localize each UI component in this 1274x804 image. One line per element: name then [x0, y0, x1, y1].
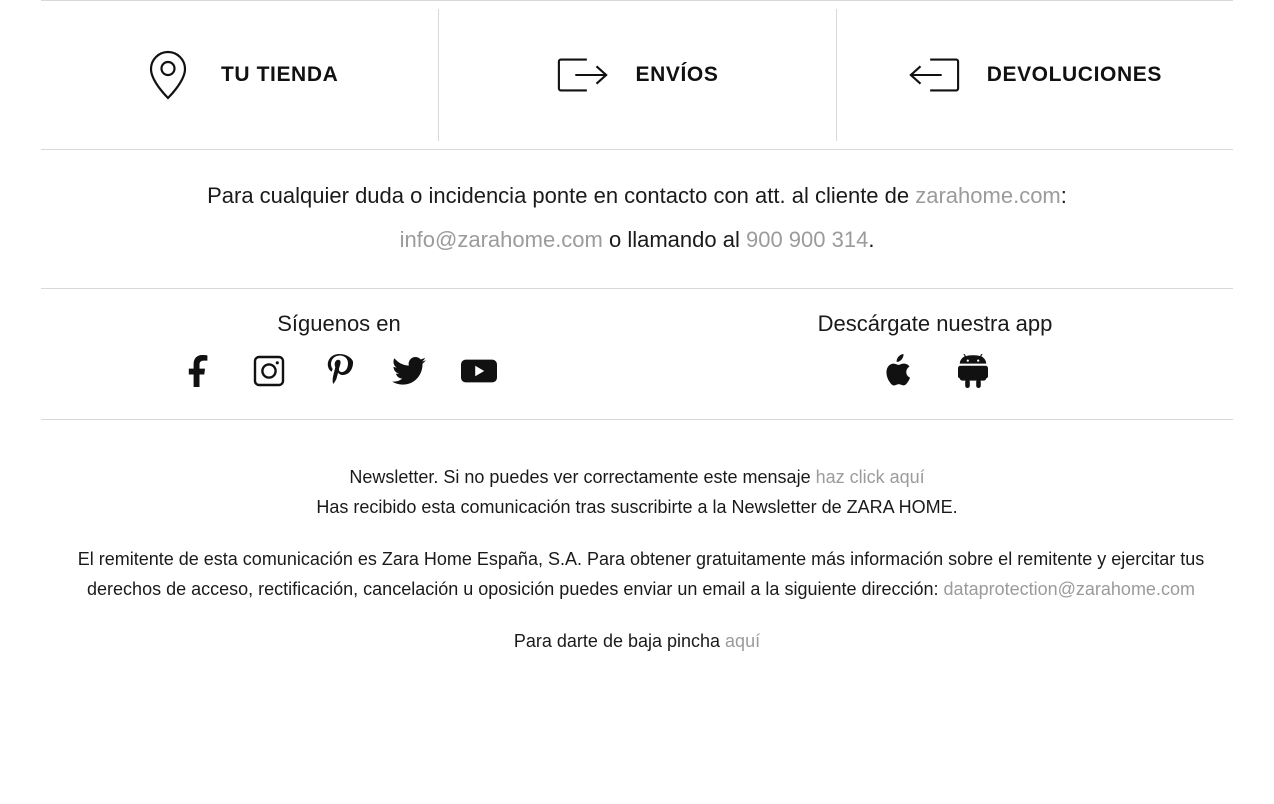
apple-icon[interactable]	[879, 353, 915, 389]
legal-spacer-2	[41, 604, 1233, 626]
youtube-icon[interactable]	[461, 353, 497, 389]
content-container	[41, 0, 1233, 656]
sender-text: El remitente de esta comunicación es Zara Home España, S.A. Para obtener gratuitamente más información sobre el remitente y ejercitar tus derechos de acceso, rectificación, cancelación u oposición puedes enviar un email a la siguiente dirección:	[77, 549, 1205, 599]
contact-line-1	[41, 174, 1233, 218]
newsletter-line	[41, 462, 1233, 492]
service-envios[interactable]	[438, 1, 835, 149]
follow-us-heading: Síguenos en	[277, 311, 401, 336]
facebook-icon[interactable]	[181, 353, 217, 389]
dataprotection-email-link[interactable]: dataprotection@zarahome.com	[943, 579, 1195, 599]
pinterest-icon[interactable]	[321, 353, 357, 389]
contact-line-2	[41, 218, 1233, 262]
android-icon[interactable]	[955, 353, 991, 389]
view-online-link[interactable]: haz click aquí	[815, 467, 925, 487]
unsubscribe-prefix: Para darte de baja pincha	[513, 631, 726, 651]
sender-paragraph	[41, 544, 1241, 604]
contact-line1-prefix: Para cualquier duda o incidencia ponte en contacto con att. al cliente de	[207, 183, 916, 208]
social-apps-row	[41, 289, 1233, 419]
download-app-column	[637, 311, 1233, 393]
contact-line2-middle: o llamando al	[602, 227, 746, 252]
twitter-icon[interactable]	[391, 353, 427, 389]
legal-spacer	[41, 522, 1233, 544]
contact-email-link[interactable]: info@zarahome.com	[399, 227, 603, 252]
legal-block	[41, 420, 1233, 656]
social-icons	[41, 349, 637, 393]
unsubscribe-link[interactable]: aquí	[725, 631, 761, 651]
subscribe-note: Has recibido esta comunicación tras suscribirte a la Newsletter de ZARA HOME.	[316, 497, 958, 517]
returns-arrow-in-icon	[907, 48, 961, 102]
service-devoluciones[interactable]	[836, 1, 1233, 149]
contact-block	[41, 150, 1233, 288]
zarahome-site-link[interactable]: zarahome.com	[915, 183, 1061, 208]
instagram-icon[interactable]	[251, 353, 287, 389]
service-label: DEVOLUCIONES	[986, 63, 1162, 86]
follow-us-column	[41, 311, 637, 393]
newsletter-prefix: Newsletter. Si no puedes ver correctamente este mensaje	[349, 467, 816, 487]
service-tu-tienda[interactable]	[41, 1, 438, 149]
unsubscribe-line	[41, 626, 1233, 656]
download-app-heading: Descárgate nuestra app	[817, 311, 1053, 336]
services-row	[41, 1, 1233, 149]
service-label: ENVÍOS	[635, 63, 719, 86]
shipping-arrow-out-icon	[556, 48, 610, 102]
app-store-icons	[637, 349, 1233, 393]
contact-phone-link[interactable]: 900 900 314	[745, 227, 869, 252]
service-label: TU TIENDA	[220, 63, 339, 86]
contact-line2-end: .	[868, 227, 875, 252]
location-pin-icon	[141, 48, 195, 102]
contact-line1-suffix: :	[1060, 183, 1067, 208]
